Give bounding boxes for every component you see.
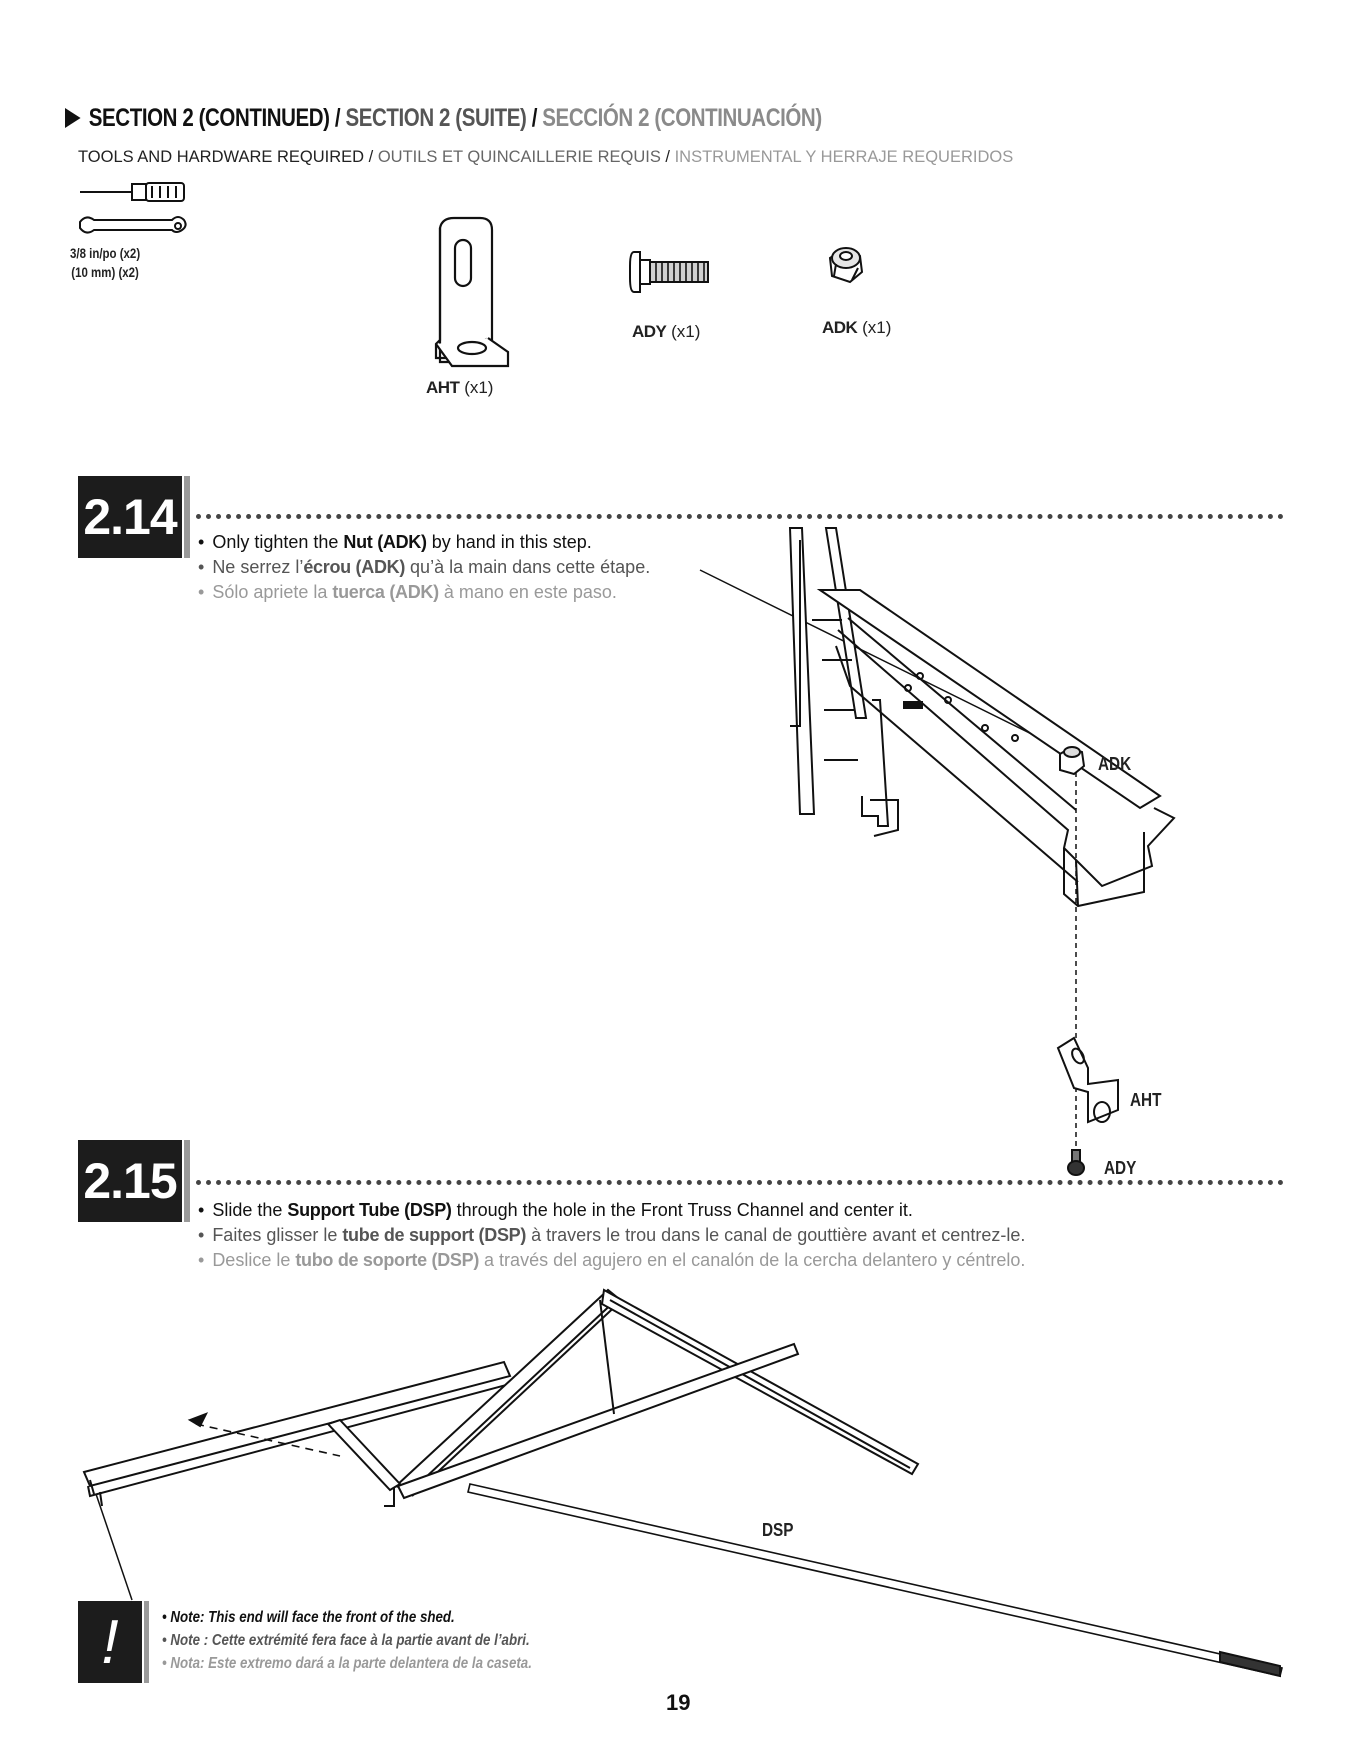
note-text <box>162 1606 532 1675</box>
warning-icon: ! <box>78 1601 142 1683</box>
wrench-size-label <box>70 244 140 282</box>
part-label-ady: ADY (x1) <box>632 322 701 341</box>
note-es: • Nota: Este extremo dará a la parte delantera de la caseta. <box>162 1652 532 1675</box>
tools-header-en: TOOLS AND HARDWARE REQUIRED <box>78 148 365 166</box>
step-number-badge: 2.14 <box>78 476 182 558</box>
step-2-14-assembly-drawing <box>700 528 1174 1175</box>
screw-icon <box>630 252 708 292</box>
section-header: SECTION 2 (CONTINUED) / SECTION 2 (SUITE) / SECCIÓN 2 (CONTINUACIÓN) <box>65 104 822 133</box>
instruction-fr: • Faites glisser le tube de support (DSP) à travers le trou dans le canal de gouttière avant et centrez-le. <box>198 1223 1025 1248</box>
tools-header-es: INSTRUMENTAL Y HERRAJE REQUERIDOS <box>674 148 1014 166</box>
instruction-es: • Sólo apriete la tuerca (ADK) à mano en este paso. <box>198 580 650 605</box>
instruction-en: • Slide the Support Tube (DSP) through the hole in the Front Truss Channel and center it. <box>198 1198 1025 1223</box>
screwdriver-icon <box>80 183 184 201</box>
note-en: • Note: This end will face the front of the shed. <box>162 1606 532 1629</box>
note-fr: • Note : Cette extrémité fera face à la partie avant de l’abri. <box>162 1629 532 1652</box>
callout-adk: ADK <box>1098 754 1132 774</box>
instruction-en: • Only tighten the Nut (ADK) by hand in this step. <box>198 530 650 555</box>
wrench-size-imperial: 3/8 in/po (x2) <box>70 246 141 261</box>
wrench-size-metric: (10 mm) (x2) <box>71 265 139 280</box>
page-number: 19 <box>666 1690 691 1715</box>
dotted-divider <box>196 514 1284 519</box>
step-number-badge: 2.15 <box>78 1140 182 1222</box>
dotted-divider <box>196 1180 1284 1185</box>
nut-icon <box>830 248 862 282</box>
tools-header-fr: OUTILS ET QUINCAILLERIE REQUIS <box>377 148 661 166</box>
callout-ady: ADY <box>1104 1158 1137 1178</box>
tools-header: TOOLS AND HARDWARE REQUIRED / OUTILS ET QUINCAILLERIE REQUIS / INSTRUMENTAL Y HERRAJE REQUERIDOS <box>78 148 1014 166</box>
bracket-icon <box>436 218 508 366</box>
wrench-icon <box>80 217 186 233</box>
section-header-es: SECCIÓN 2 (CONTINUACIÓN) <box>542 104 822 132</box>
step-2-15-instructions <box>198 1198 1025 1273</box>
step-2-14-instructions <box>198 530 650 605</box>
section-header-en: SECTION 2 (CONTINUED) <box>88 104 330 132</box>
instruction-fr: • Ne serrez l’écrou (ADK) qu’à la main dans cette étape. <box>198 555 650 580</box>
part-label-adk: ADK (x1) <box>822 318 892 337</box>
part-label-aht: AHT (x1) <box>426 378 494 397</box>
section-header-fr: SECTION 2 (SUITE) <box>345 104 527 132</box>
callout-aht: AHT <box>1130 1090 1162 1110</box>
callout-dsp: DSP <box>762 1520 794 1540</box>
instruction-es: • Deslice le tubo de soporte (DSP) a través del agujero en el canalón de la cercha delantero y céntrelo. <box>198 1248 1025 1273</box>
